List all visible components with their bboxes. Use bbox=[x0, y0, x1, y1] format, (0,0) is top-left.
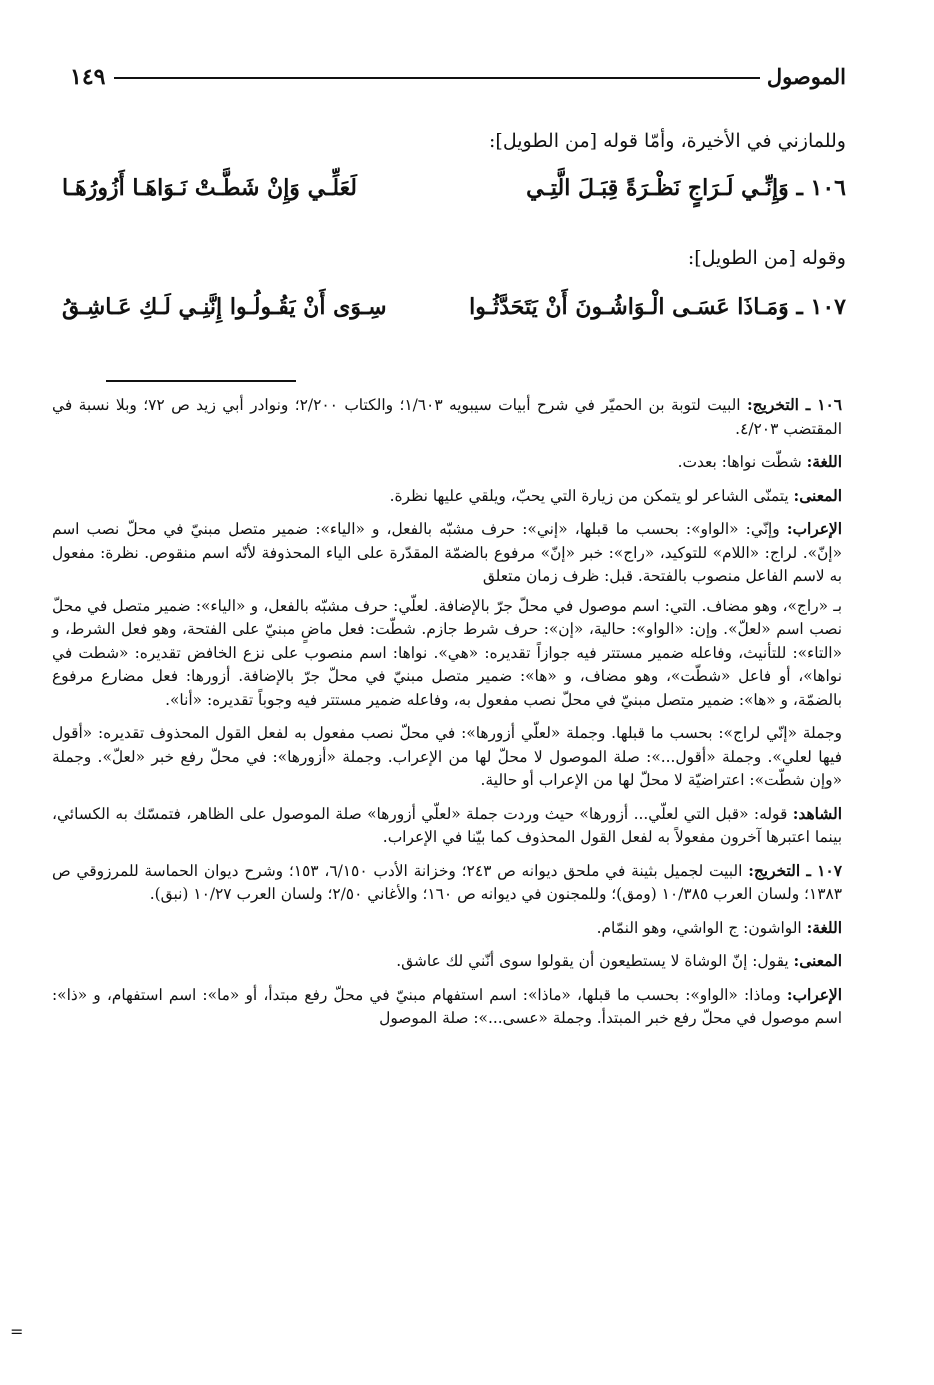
intro-line-2: وقوله [من الطويل]: bbox=[687, 247, 846, 269]
label-irab-107: الإعراب: bbox=[786, 985, 842, 1004]
note-107-maana bbox=[52, 950, 842, 974]
text-shahid-106: قوله: «قبل التي لعلّي... أزورها» حيث وردت جملة «لعلّي أزورها» صلة الموصول على الظاهر، فتمسّك به الكسائي، بينما اعتبرها آخرون مفعولاً به لفعل القول المحذوف كما بيّنا في الإعراب. bbox=[52, 804, 842, 846]
note-106-maana bbox=[52, 485, 842, 509]
verse-106-first-hemistich: ١٠٦ ـ وَإِنِّـي لَـرَاجٍ نَظْـرَةً قِبَـلَ الَّتِـي bbox=[526, 175, 846, 201]
note-106-irab-1 bbox=[52, 518, 842, 589]
label-takhrij-107: ١٠٧ ـ التخريج: bbox=[748, 861, 842, 880]
label-irab-106: الإعراب: bbox=[786, 520, 842, 538]
label-lugha-106: اللغة: bbox=[806, 453, 842, 471]
verse-106-second-hemistich: لَعَلِّـي وَإِنْ شَطَّـتْ نَـوَاهَـا أَزُورُهَـا bbox=[62, 175, 357, 201]
verse-107-first-hemistich: ١٠٧ ـ وَمَـاذَا عَسَـى الْـوَاشُـونَ أَنْ يَتَحَدَّثُـوا bbox=[469, 294, 846, 320]
footnote-separator bbox=[106, 380, 296, 382]
label-maana-107: المعنى: bbox=[793, 952, 842, 970]
footnotes bbox=[52, 394, 842, 1041]
text-irab-106-part1: وإنّي: «الواو»: بحسب ما قبلها، «إني»: حرف مشبّه بالفعل، و «الياء»: ضمير متصل مبنيّ في محلّ نصب اسم «إنّ». لراج: «اللام» للتوكيد، «راج»: خبر «إنّ» مرفوع بالضمّة المقدّرة على الياء المحذوفة لأنّه اسم منقوص. نظرة: مفعول به لاسم الفاعل منصوب بالفتحة. قبل: ظرف زمان متعلق bbox=[52, 520, 842, 585]
verse-107-second-hemistich: سِـوَى أَنْ يَقُـولُـوا إِنَّنِـي لَـكِ عَـاشِـقُ bbox=[62, 294, 387, 320]
text-maana-106: يتمنّى الشاعر لو يتمكن من زيارة التي يحبّ، ويلقي عليها نظرة. bbox=[389, 486, 789, 505]
note-107-irab bbox=[52, 984, 842, 1031]
note-106-shahid bbox=[52, 803, 842, 850]
verse-106 bbox=[62, 175, 846, 215]
text-maana-107: يقول: إنّ الوشاة لا يستطيعون أن يقولوا سوى أنّني لك عاشق. bbox=[396, 952, 789, 970]
label-lugha-107: اللغة: bbox=[806, 918, 842, 937]
text-irab-107: وماذا: «الواو»: بحسب ما قبلها، «ماذا»: اسم استفهام مبنيّ في محلّ رفع مبتدأ، أو «ما»: اسم استفهام، و «ذا»: اسم موصول في محلّ رفع خبر المبتدأ. وجملة «عسى...»: صلة الموصول bbox=[52, 985, 842, 1027]
note-106-jumal: وجملة «إنّي لراج»: بحسب ما قبلها. وجملة «لعلّي أزورها»: في محلّ نصب مفعول به لفعل القول المحذوف تقديره: «أقول فيها لعلي». وجملة «أقول...»: صلة الموصول لا محلّ لها من الإعراب. وجملة «أزورها»: في محلّ رفع خبر «لعلّ». وجملة «وإن شطّت»: اعتراضيّة لا محلّ لها من الإعراب أو حالية. bbox=[52, 724, 842, 789]
running-head bbox=[70, 64, 846, 90]
text-lugha-106: شطّت نواها: بعدت. bbox=[677, 453, 802, 471]
verse-107 bbox=[62, 294, 846, 334]
label-takhrij-106: ١٠٦ ـ التخريج: bbox=[747, 396, 843, 414]
note-106-takhrij bbox=[52, 394, 842, 441]
page-number: ١٤٩ bbox=[70, 64, 106, 90]
text-lugha-107: الواشون: ج الواشي، وهو النمّام. bbox=[596, 918, 802, 937]
text-takhrij-106: البيت لتوبة بن الحميّر في شرح أبيات سيبويه ١/٦٠٣؛ والكتاب ٢/٢٠٠؛ ونوادر أبي زيد ص ٧٢؛ وبلا نسبة في المقتضب ٤/٢٠٣. bbox=[52, 396, 842, 438]
label-maana-106: المعنى: bbox=[793, 486, 842, 505]
intro-line-1: وللمازني في الأخيرة، وأمّا قوله [من الطويل]: bbox=[489, 130, 846, 152]
text-takhrij-107: البيت لجميل بثينة في ملحق ديوانه ص ٢٤٣؛ وخزانة الأدب ٦/١٥٠، ١٥٣؛ وشرح ديوان الحماسة للمرزوقي ص ١٣٨٣؛ ولسان العرب ١٠/٣٨٥ (ومق)؛ وللمجنون في ديوانه ص ١٦٠؛ والأغاني ٢/٥٠؛ ولسان العرب ١٠/٢٧ (نبق). bbox=[52, 861, 842, 903]
label-shahid-106: الشاهد: bbox=[792, 804, 842, 823]
note-106-irab-2: بـ «راج»، وهو مضاف. التي: اسم موصول في محلّ جرّ بالإضافة. لعلّي: حرف مشبّه بالفعل، و «الياء»: ضمير متصل في محلّ نصب اسم «لعلّ». وإن: «الواو»: حالية، «إن»: حرف شرط جازم. شطّت: فعل ماضٍ مبنيّ على الفتحة، وهو فعل الشرط، و «التاء»: للتأنيث، وفاعله ضمير مستتر فيه جوازاً تقديره: «هي». نواها: اسم منصوب على نزع الخافض تقديره: «شطت في نواها»، أو فاعل «شطّت»، وهو مضاف، و «ها»: ضمير متصل مبنيّ في محلّ جرّ بالإضافة. أزورها: فعل مضارع مرفوع بالضمّة، و «ها»: ضمير متصل مبنيّ في محلّ نصب مفعول به، وفاعله ضمير مستتر فيه وجوباً تقديره: «أنا». bbox=[52, 596, 842, 709]
note-106-lugha bbox=[52, 451, 842, 475]
note-107-takhrij bbox=[52, 860, 842, 907]
header-rule bbox=[114, 77, 760, 79]
chapter-title: الموصول bbox=[766, 64, 846, 89]
margin-continuation-mark: = bbox=[10, 1322, 24, 1341]
note-107-lugha bbox=[52, 917, 842, 941]
